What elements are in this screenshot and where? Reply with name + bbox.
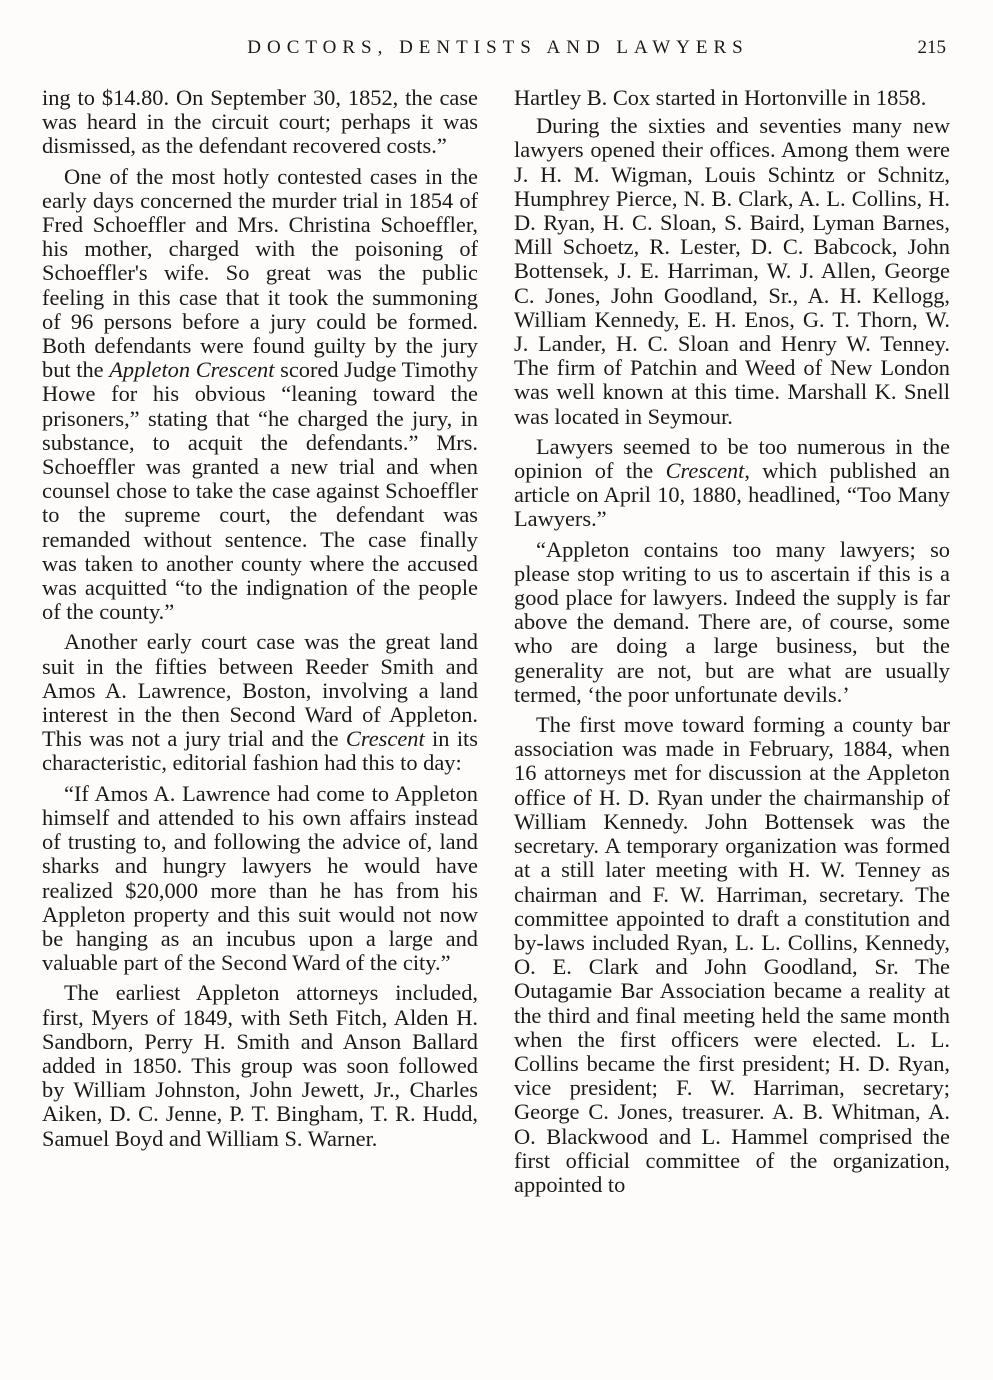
text-run: Another early court case was the great land suit in the fifties between Reeder Smith and Amos A. Lawrence, Boston, involving a land interest in the then Second Ward of Appleton. This was not a jury trial and the	[42, 629, 478, 752]
paragraph-continued: Hartley B. Cox started in Hortonville in 1858.	[514, 85, 927, 110]
newspaper-title: Crescent	[665, 458, 745, 484]
text-run: One of the most hotly contested cases in the early days concerned the murder trial in 1854 of Fred Schoeffler and Mrs. Christina Schoeffler, his mother, charged with the poisoning of Schoeffler's wife. So great was the public feeling in this case that it took the summoning of 96 persons before a jury could be formed. Both defendants were found guilty by the jury but the	[42, 163, 478, 383]
running-head: DOCTORS, DENTISTS AND LAWYERS	[247, 37, 749, 58]
paragraph-quote-lawrence: “If Amos A. Lawrence had come to Appleton himself and attended to his own affairs instead of trusting to, and following the advice of, land sharks and hungry lawyers he would have realized $20,000 more than he has from his Appleton property and this suit would not now be hanging as an incubus upon a large and valuable part of the Second Ward of the city.”	[42, 780, 478, 976]
paragraph-bar-association: The first move toward forming a county bar association was made in February, 1884, when 16 attorneys met for discussion at the Appleton office of H. D. Ryan under the chairmanship of William Kennedy. John Bottensek was the secretary. A temporary organization was formed at a still later meeting with H. W. Tenney as chairman and F. W. Harriman, secretary. The committee appointed to draft a constitution and by-laws included Ryan, L. L. Collins, Kennedy, O. E. Clark and John Goodland, Sr. The Outagamie Bar Association became a reality at the third and final meeting held the same month when the first officers were elected. L. L. Collins became the first president; H. D. Ryan, vice president; F. W. Harriman, secretary; George C. Jones, treasurer. A. B. Whitman, A. O. Blackwood and L. Hammel comprised the first official committee of the organization, appointed to	[514, 712, 950, 1197]
right-column	[514, 86, 950, 1203]
paragraph-land-suit	[42, 630, 478, 775]
text-run: scored Judge Timothy Howe for his obvious “leaning toward the prisoners,” stating that “he charged the jury, in substance, to acquit the defendants.” Mrs. Schoeffler was granted a new trial and when counsel chose to take the case against Schoeffler to the supreme court, the defendant was remanded without sentence. The case finally was taken to another county where the accused was acquitted “to the indignation of the people of the county.”	[42, 357, 478, 625]
paragraph-murder-trial	[42, 165, 478, 625]
paragraph-continued: ing to $14.80. On September 30, 1852, the case was heard in the circuit court; perhaps it was dismissed, as the defendant recovered costs.”	[42, 85, 478, 159]
paragraph-quote-appleton: “Appleton contains too many lawyers; so please stop writing to us to ascertain if this is a good place for lawyers. Indeed the supply is far above the demand. There are, of course, some who are doing a large business, but the generality are not, but are what are usually termed, ‘the poor unfortunate devils.’	[514, 536, 950, 707]
paragraph-too-many-lawyers	[514, 435, 950, 532]
page-number: 215	[917, 37, 946, 58]
text-run: Lawyers seemed to be too numerous in the opinion of the	[514, 433, 950, 484]
newspaper-title: Appleton Crescent	[109, 357, 275, 383]
paragraph-sixties-seventies: During the sixties and seventies many new lawyers opened their offices. Among them were J. H. M. Wigman, Louis Schintz or Schnitz, Humphrey Pierce, N. B. Clark, A. L. Collins, H. D. Ryan, H. C. Sloan, S. Baird, Lyman Barnes, Mill Schoetz, R. Lester, D. C. Babcock, John Bottensek, J. E. Harriman, W. J. Allen, George C. Jones, John Goodland, Sr., A. H. Kellogg, William Kennedy, E. H. Enos, G. T. Thorn, W. J. Lander, H. C. Sloan and Henry W. Tenney. The firm of Patchin and Weed of New London was well known at this time. Marshall K. Snell was located in Seymour.	[514, 113, 950, 429]
text-run: in its characteristic, editorial fashion had this to day:	[42, 726, 478, 776]
text-run: , which published an article on April 10, 1880, headlined, “Too Many Lawyers.”	[514, 458, 950, 532]
left-column	[42, 86, 478, 1157]
paragraph-earliest-attorneys: The earliest Appleton attorneys included, first, Myers of 1849, with Seth Fitch, Alden H. Sandborn, Perry H. Smith and Anson Ballard added in 1850. This group was soon followed by William Johnston, John Jewett, Jr., Charles Aiken, D. C. Jenne, P. T. Bingham, T. R. Hudd, Samuel Boyd and William S. Warner.	[42, 980, 478, 1151]
page-header	[42, 35, 954, 65]
newspaper-title: Crescent	[345, 726, 425, 752]
